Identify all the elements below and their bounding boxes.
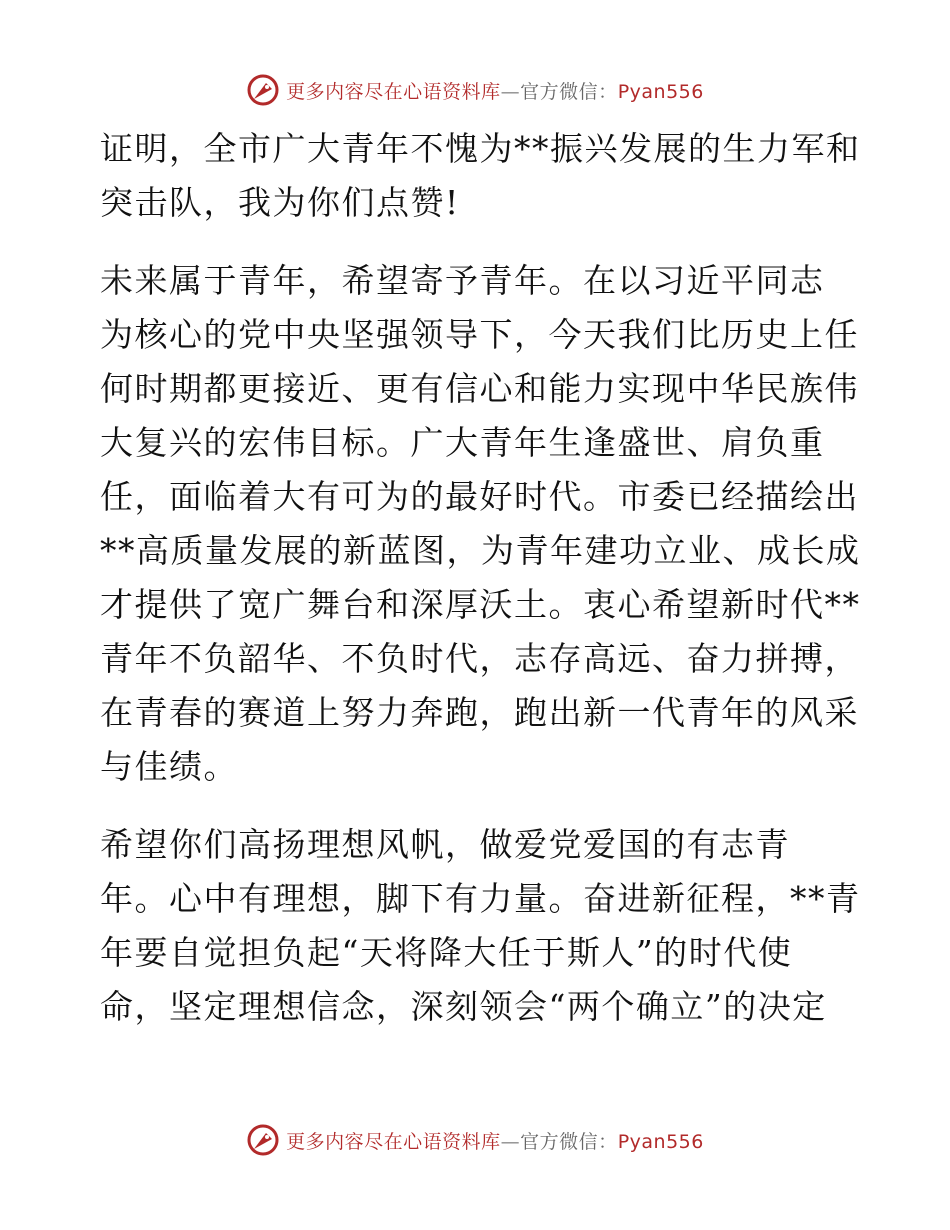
footer-text (286, 1127, 704, 1154)
text-line: 何时期都更接近、更有信心和能力实现中华民族伟 (100, 369, 859, 408)
text-line: 任，面临着大有可为的最好时代。市委已经描绘出 (100, 477, 859, 516)
text-line: 希望你们高扬理想风帆，做爱党爱国的有志青 (100, 825, 790, 864)
text-line: 证明，全市广大青年不愧为**振兴发展的生力军和 (100, 129, 861, 168)
text-line: 年要自觉担负起“天将降大任于斯人”的时代使 (100, 933, 793, 972)
pen-nib-logo-icon (246, 73, 280, 107)
footer-wechat-label: 官方微信： (520, 1130, 618, 1153)
header-text (286, 77, 704, 104)
header-separator: — (500, 80, 521, 103)
paragraph (100, 818, 861, 1034)
text-line: 突击队，我为你们点赞! (100, 183, 460, 222)
paragraph-gap (100, 794, 850, 818)
footer-site-name: 更多内容尽在心语资料库 (286, 1130, 501, 1153)
text-line: 才提供了宽广舞台和深厚沃土。衷心希望新时代** (100, 585, 861, 624)
pen-nib-logo-icon (246, 1123, 280, 1157)
header-banner (0, 70, 950, 110)
header-wechat-label: 官方微信： (520, 80, 618, 103)
text-line: 为核心的党中央坚强领导下，今天我们比历史上任 (100, 315, 859, 354)
paragraph-gap (100, 230, 850, 254)
text-line: 在青春的赛道上努力奔跑，跑出新一代青年的风采 (100, 693, 859, 732)
text-line: 未来属于青年，希望寄予青年。在以习近平同志 (100, 261, 825, 300)
paragraph (100, 254, 861, 794)
header-site-name: 更多内容尽在心语资料库 (286, 80, 501, 103)
text-line: 命，坚定理想信念，深刻领会“两个确立”的决定 (100, 987, 827, 1026)
footer-banner (0, 1120, 950, 1160)
text-line: 与佳绩。 (100, 747, 238, 786)
text-line: 大复兴的宏伟目标。广大青年生逢盛世、肩负重 (100, 423, 825, 462)
text-line: 青年不负韶华、不负时代，志存高远、奋力拼搏， (100, 639, 859, 678)
document-body (100, 122, 861, 1034)
text-line: **高质量发展的新蓝图，为青年建功立业、成长成 (100, 531, 861, 570)
footer-wechat-id: Pyan556 (617, 1130, 704, 1153)
header-wechat-id: Pyan556 (617, 80, 704, 103)
footer-separator: — (500, 1130, 521, 1153)
paragraph (100, 122, 861, 230)
text-line: 年。心中有理想，脚下有力量。奋进新征程，**青 (100, 879, 861, 918)
